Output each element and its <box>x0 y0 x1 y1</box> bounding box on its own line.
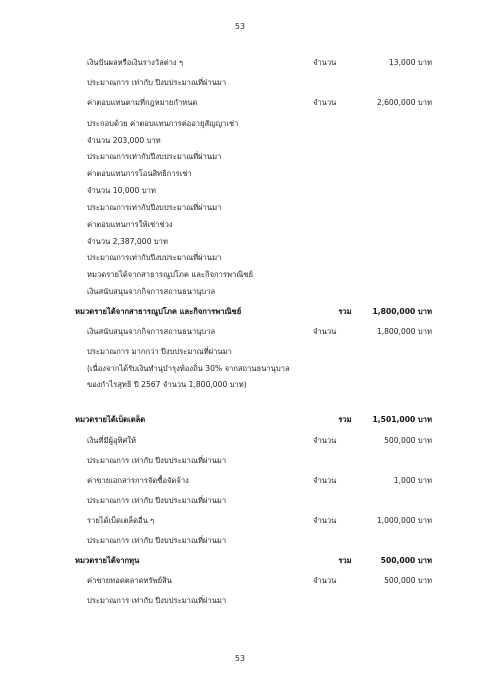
row-unit: จำนวน <box>313 98 337 107</box>
row-note: ของกำไรสุทธิ ปี 2567 จำนวน 1,800,000 บาท) <box>87 380 247 389</box>
sub-line: ค่าตอบแทนการโอนสิทธิการเช่า <box>87 169 192 178</box>
row-label: เงินที่มีผู้อุทิศให้ <box>87 436 137 445</box>
total-label: รวม <box>338 307 352 316</box>
row-label: เงินสนับสนุนจากกิจการสถานธนานุบาล <box>87 327 216 336</box>
row-unit: จำนวน <box>313 476 337 485</box>
row-amount: 2,600,000 บาท <box>376 98 432 107</box>
row-note: ประมาณการ เท่ากับ ปีงบประมาณที่ผ่านมา <box>87 536 227 545</box>
row-note: ประมาณการ เท่ากับ ปีงบประมาณที่ผ่านมา <box>87 596 227 605</box>
sub-line: ประมาณการเท่ากับปีงบประมาณที่ผ่านมา <box>87 152 222 161</box>
sub-line: ประมาณการเท่ากับปีงบประมาณที่ผ่านมา <box>87 203 222 212</box>
row-unit: จำนวน <box>313 327 337 336</box>
sub-line: จำนวน 2,387,000 บาท <box>87 237 168 246</box>
sub-line: ประมาณการเท่ากับปีงบประมาณที่ผ่านมา <box>87 253 222 262</box>
sub-line: จำนวน 203,000 บาท <box>87 136 161 145</box>
row-amount: 1,800,000 บาท <box>376 327 432 336</box>
sub-line: เงินสนับสนุนจากกิจการสถานธนานุบาล <box>87 287 216 296</box>
row-unit: จำนวน <box>313 58 337 67</box>
section-total: 1,501,000 บาท <box>372 415 432 424</box>
row-label: ค่าตอบแทนตามที่กฎหมายกำหนด <box>87 98 198 107</box>
row-unit: จำนวน <box>313 516 337 525</box>
row-unit: จำนวน <box>313 576 337 585</box>
row-note: (เนื่องจากได้รับเงินทำนุบำรุงท้องถิ่น 30% จากสถานธนานุบาล <box>87 364 290 373</box>
row-amount: 500,000 บาท <box>384 436 432 445</box>
page-number-bottom: 53 <box>234 654 246 663</box>
row-label: เงินปันผลหรือเงินรางวัลต่าง ๆ <box>87 58 184 67</box>
total-label: รวม <box>338 556 352 565</box>
page-number-top: 53 <box>234 22 246 31</box>
section-total: 1,800,000 บาท <box>372 307 432 316</box>
row-note: ประมาณการ เท่ากับ ปีงบประมาณที่ผ่านมา <box>87 78 227 87</box>
section-title: หมวดรายได้จากทุน <box>75 556 140 565</box>
sub-line: ประกอบด้วย ค่าตอบแทนการต่ออายุสัญญาเช่า <box>87 119 239 128</box>
sub-line: ค่าตอบแทนการให้เช่าช่วง <box>87 220 173 229</box>
section-total: 500,000 บาท <box>380 556 432 565</box>
row-unit: จำนวน <box>313 436 337 445</box>
row-label: ค่าขายทอดตลาดทรัพย์สิน <box>87 576 172 585</box>
row-amount: 1,000 บาท <box>393 476 432 485</box>
row-label: ค่าขายเอกสารการจัดซื้อจัดจ้าง <box>87 476 189 485</box>
row-note: ประมาณการ เท่ากับ ปีงบประมาณที่ผ่านมา <box>87 496 227 505</box>
total-label: รวม <box>338 415 352 424</box>
row-amount: 1,000,000 บาท <box>376 516 432 525</box>
row-amount: 13,000 บาท <box>388 58 432 67</box>
section-title: หมวดรายได้เบ็ดเตล็ด <box>75 415 146 424</box>
row-amount: 500,000 บาท <box>384 576 432 585</box>
sub-line: หมวดรายได้จากสาธารณูปโภค และกิจการพาณิชย์ <box>87 270 253 279</box>
section-title: หมวดรายได้จากสาธารณูปโภค และกิจการพาณิชย์ <box>75 307 242 316</box>
row-label: รายได้เบ็ดเตล็ดอื่น ๆ <box>87 516 155 525</box>
row-note: ประมาณการ เท่ากับ ปีงบประมาณที่ผ่านมา <box>87 456 227 465</box>
row-note: ประมาณการ มากกว่า ปีงบประมาณที่ผ่านมา <box>87 347 232 356</box>
sub-line: จำนวน 10,000 บาท <box>87 186 156 195</box>
